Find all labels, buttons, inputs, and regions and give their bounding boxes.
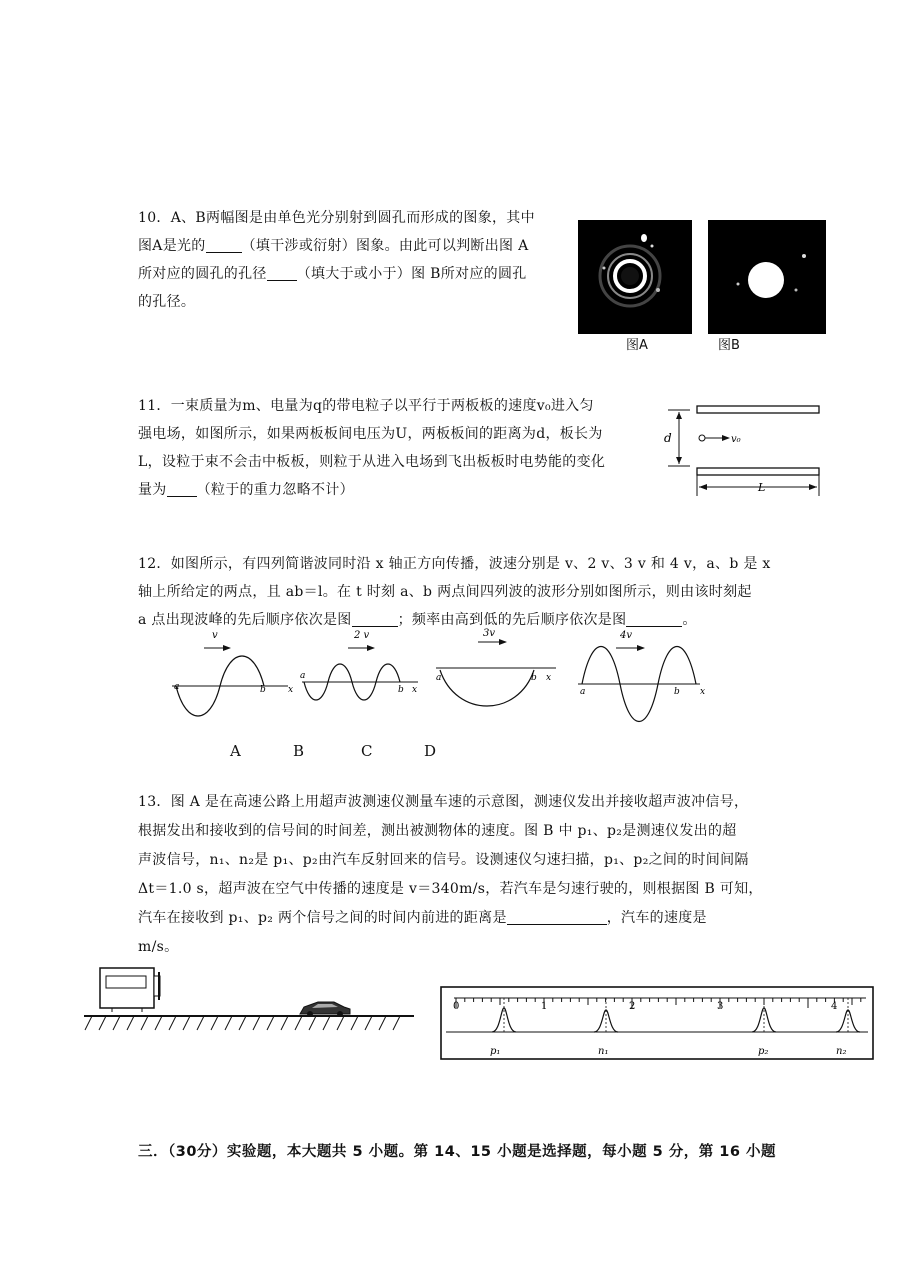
caption-figure-a: 图A [626, 338, 648, 353]
question-11-text [138, 392, 605, 504]
hatch-line [113, 1016, 120, 1030]
wave-label-c: C [361, 742, 373, 760]
wave-b-label-b: b [398, 685, 404, 695]
hatch-line [183, 1016, 190, 1030]
hatch-line [239, 1016, 246, 1030]
q12-line-2: 轴上所给定的两点，且 ab＝l。在 t 时刻 a、b 两点间四列波的波形分别如图所示，则由该时刻起 [138, 584, 752, 600]
q12-blank-1[interactable] [352, 610, 398, 627]
scale-label-2: 2 [629, 1001, 636, 1012]
wave-d-speed: 4v [620, 630, 633, 641]
car-icon [300, 1002, 350, 1017]
q10-blank-2[interactable] [267, 264, 297, 281]
capacitor-diagram [660, 398, 826, 500]
q10-line-1: 10．A、B两幅图是由单色光分别射到圆孔而形成的图象，其中 [138, 210, 535, 226]
hatch-line [225, 1016, 232, 1030]
q11-line-1: 11．一束质量为m、电量为q的带电粒子以平行于两板板的速度v₀进入匀 [138, 398, 594, 414]
q13-line-1: 13．图 A 是在高速公路上用超声波测速仪测量车速的示意图，测速仪发出并接收超声波冲信号， [138, 794, 749, 810]
q12-blank-2[interactable] [626, 610, 682, 627]
hatch-line [379, 1016, 386, 1030]
hatch-line [295, 1016, 302, 1030]
q12-line-3a: a 点出现波峰的先后顺序依次是图 [138, 612, 352, 628]
diffraction-image-a [578, 220, 692, 334]
question-12-text [138, 550, 771, 634]
hatch-line [309, 1016, 316, 1030]
wave-d-label-b: b [674, 687, 680, 697]
wave-a-label-x: x [288, 685, 294, 695]
wave-d-label-a: a [580, 687, 586, 697]
ultrasonic-signal-scale-figure [438, 984, 878, 1064]
wave-label-d: D [424, 742, 437, 760]
q10-line-2a: 图A是光的 [138, 238, 206, 254]
q11-line-2: 强电场，如图所示，如果两板板间电压为U，两板板间的距离为d，板长为 [138, 426, 603, 442]
q12-line-3b: ；频率由高到低的先后顺序依次是图 [397, 612, 627, 628]
q10-line-4: 的孔径。 [138, 294, 196, 310]
wave-label-a: A [230, 742, 241, 760]
wave-c-label-b: b [531, 673, 537, 683]
q10-blank-1[interactable] [206, 236, 242, 253]
hatch-line [351, 1016, 358, 1030]
section-3-heading: 三．（30分）实验题，本大题共 5 小题。第 14、15 小题是选择题，每小题 5 分，第 16 小题 [138, 1144, 777, 1160]
caption-figure-b: 图B [718, 338, 740, 353]
label-d: d [664, 431, 672, 445]
hatch-line [155, 1016, 162, 1030]
q10-line-2b: （填干涉或衍射）图象。由此可以判断出图 A [241, 238, 529, 254]
wave-a-label-b: b [260, 685, 266, 695]
wave-d-label-x: x [700, 687, 706, 697]
hatch-line [85, 1016, 92, 1030]
wave-a-label-a: a [174, 682, 180, 692]
label-v0: v₀ [731, 434, 741, 445]
diffraction-image-b [708, 220, 826, 334]
q13-blank-distance[interactable] [507, 908, 607, 925]
pulse-label-n2: n₂ [836, 1046, 847, 1057]
hatch-line [281, 1016, 288, 1030]
ground-hatching [85, 1016, 400, 1030]
wave-c-label-a: a [436, 673, 442, 683]
q11-blank[interactable] [167, 480, 197, 497]
q10-line-3b: （填大于或小于）图 B所对应的圆孔 [296, 266, 527, 282]
wave-c-speed: 3v [483, 628, 496, 639]
scale-label-1: 1 [541, 1001, 548, 1012]
scale-label-0: 0 [453, 1001, 460, 1012]
question-13-text [138, 788, 763, 962]
q12-line-1: 12．如图所示，有四列简谐波同时沿 x 轴正方向传播，波速分别是 v、2 v、3 v 和 4 v，a、b 是 x [138, 556, 771, 572]
q13-line-4: Δt＝1.0 s，超声波在空气中传播的速度是 v＝340m/s，若汽车是匀速行驶的，则根据图 B 可知， [138, 881, 763, 897]
q13-line-5b: ，汽车的速度是 [606, 910, 707, 926]
wave-a-speed: v [212, 630, 218, 641]
wave-b-label-x: x [412, 685, 418, 695]
wave-c-label-x: x [546, 673, 552, 683]
scale-label-4: 4 [831, 1001, 838, 1012]
hatch-line [197, 1016, 204, 1030]
scale-label-3: 3 [717, 1001, 724, 1012]
hatch-line [169, 1016, 176, 1030]
pulse-label-n1: n₁ [598, 1046, 609, 1057]
hatch-line [127, 1016, 134, 1030]
wave-a [172, 630, 293, 716]
q13-line-3: 声波信号，n₁、n₂是 p₁、p₂由汽车反射回来的信号。设测速仪匀速扫描，p₁、p₂之间的时间间隔 [138, 852, 749, 868]
q13-line-5a: 汽车在接收到 p₁、p₂ 两个信号之间的时间内前进的距离是 [138, 910, 507, 926]
hatch-line [253, 1016, 260, 1030]
q12-line-3c: 。 [682, 612, 697, 628]
q13-line-6: m/s。 [138, 939, 179, 955]
wave-b [300, 630, 418, 700]
hatch-line [365, 1016, 372, 1030]
q11-line-3: L，设粒于束不会击中板板，则粒于从进入电场到飞出板板时电势能的变化 [138, 454, 606, 470]
q13-line-2: 根据发出和接收到的信号间的时间差，测出被测物体的速度。图 B 中 p₁、p₂是测速仪发出的超 [138, 823, 737, 839]
question-10-text [138, 204, 535, 316]
hatch-line [99, 1016, 106, 1030]
q11-line-4b: （粒于的重力忽略不计） [196, 482, 354, 498]
wave-d [578, 630, 705, 722]
hatch-line [393, 1016, 400, 1030]
q11-line-4a: 量为 [138, 482, 167, 498]
hatch-line [323, 1016, 330, 1030]
wave-label-b: B [293, 742, 305, 760]
hatch-line [267, 1016, 274, 1030]
wave-b-speed: 2 v [354, 630, 370, 641]
detector-icon [100, 968, 160, 1012]
pulse-label-p1: p₁ [490, 1046, 501, 1057]
hatch-line [141, 1016, 148, 1030]
q10-line-3a: 所对应的圆孔的孔径 [138, 266, 267, 282]
wave-figures [160, 626, 720, 726]
highway-speed-detector-figure [82, 964, 418, 1038]
wave-b-label-a: a [300, 671, 306, 681]
pulse-label-p2: p₂ [758, 1046, 769, 1057]
wave-c [436, 628, 556, 706]
hatch-line [337, 1016, 344, 1030]
hatch-line [211, 1016, 218, 1030]
label-L: L [758, 481, 766, 494]
